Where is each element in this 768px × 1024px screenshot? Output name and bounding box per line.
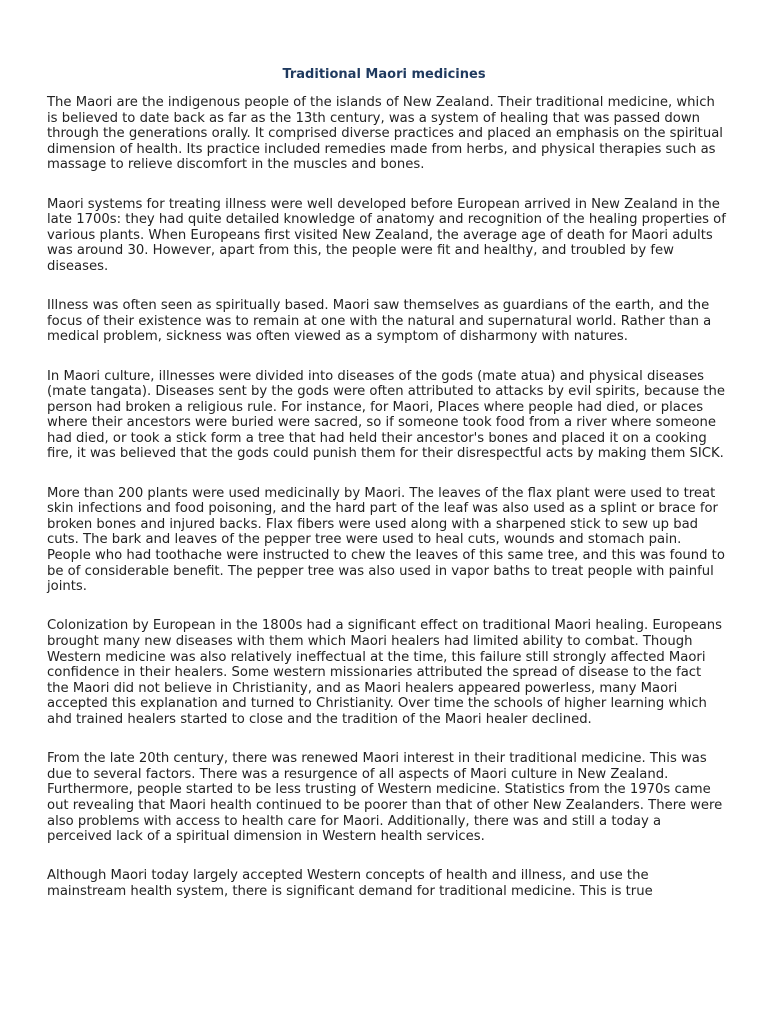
paragraph: From the late 20th century, there was renewed Maori interest in their traditional medicine. This was due to several factors. There was a resurgence of all aspects of Maori culture in New Zealand. Furthermore, people started to be less trusting of Western medicine. Statistics from the 1970s came out revealing that Maori health continued to be poorer than that of other New Zealanders. There were also problems with access to health care for Maori. Additionally, there was and still a today a perceived lack of a spiritual dimension in Western health services. — [47, 751, 723, 845]
paragraph: Illness was often seen as spiritually based. Maori saw themselves as guardians of the earth, and the focus of their existence was to remain at one with the natural and supernatural world. Rather than a medical problem, sickness was often viewed as a symptom of disharmony with natures. — [47, 298, 712, 345]
paragraph: Maori systems for treating illness were well developed before European arrived in New Zealand in the late 1700s: they had quite detailed knowledge of anatomy and recognition of the healing properties of various plants. When Europeans first visited New Zealand, the average age of death for Maori adults was around 30. However, apart from this, the people were fit and healthy, and troubled by few diseases. — [47, 196, 726, 274]
paragraph: In Maori culture, illnesses were divided into diseases of the gods (mate atua) and physical diseases (mate tangata). Diseases sent by the gods were often attributed to attacks by evil spirits, because the person had broken a religious rule. For instance, for Maori, Places where people had died, or places where their ancestors were buried were sacred, so if someone took food from a river where someone had died, or took a stick form a tree that had held their ancestor's bones and placed it on a cooking fire, it was believed that the gods could punish them for their disrespectful acts by making them SICK. — [47, 368, 725, 462]
paragraph: Although Maori today largely accepted Western concepts of health and illness, and use the mainstream health system, there is significant demand for traditional medicine. This is true — [47, 868, 653, 899]
document-body — [47, 95, 727, 923]
paragraph: Colonization by European in the 1800s had a significant effect on traditional Maori healing. Europeans brought many new diseases with them which Maori healers had limited ability to combat. Though Western medicine was also relatively ineffectual at the time, this failure still strongly affected Maori confidence in their healers. Some western missionaries attributed the spread of disease to the fact the Maori did not believe in Christianity, and as Maori healers appeared powerless, many Maori accepted this explanation and turned to Christianity. Over time the schools of higher learning which ahd trained healers started to close and the tradition of the Maori healer declined. — [47, 618, 723, 727]
page-title: Traditional Maori medicines — [282, 67, 486, 82]
paragraph: More than 200 plants were used medicinally by Maori. The leaves of the flax plant were used to treat skin infections and food poisoning, and the hard part of the leaf was also used as a splint or brace for broken bones and injured backs. Flax fibers were used along with a sharpened stick to sew up bad cuts. The bark and leaves of the pepper tree were used to heal cuts, wounds and stomach pain. People who had toothache were instructed to chew the leaves of this same tree, and this was found to be of considerable benefit. The pepper tree was also used in vapor baths to treat people with painful joints. — [47, 485, 725, 595]
paragraph: The Maori are the indigenous people of the islands of New Zealand. Their traditional medicine, which is believed to date back as far as the 13th century, was a system of healing that was passed down through the generations orally. It comprised diverse practices and placed an emphasis on the spiritual dimension of health. Its practice included remedies made from herbs, and physical therapies such as massage to relieve discomfort in the muscles and bones. — [47, 95, 723, 173]
